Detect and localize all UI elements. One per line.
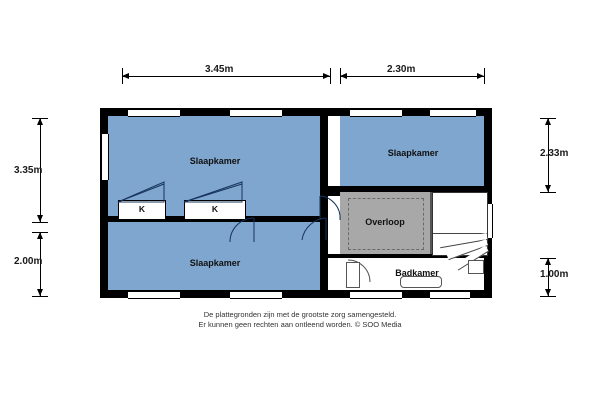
bathroom-fixture-toilet xyxy=(346,262,360,288)
dim-label-left-upper: 3.35m xyxy=(14,165,43,176)
dim-arrow-top-right-end xyxy=(477,73,484,79)
dim-arrow-left-lower-end xyxy=(37,289,43,296)
window-top-4 xyxy=(430,109,476,117)
dim-arrow-left-upper-start xyxy=(37,118,43,125)
room-fill-bedroom-bottom xyxy=(108,220,320,290)
dim-arrow-top-right-start xyxy=(340,73,347,79)
dim-tick-right-4 xyxy=(540,296,556,297)
window-bottom-2 xyxy=(230,291,282,299)
dim-label-top-right: 2.30m xyxy=(387,64,416,75)
window-top-2 xyxy=(230,109,282,117)
closet-left-label: K xyxy=(138,204,146,214)
dim-tick-top-4 xyxy=(484,68,485,84)
dim-arrow-right-upper-start xyxy=(545,118,551,125)
window-bottom-4 xyxy=(430,291,470,299)
dim-tick-top-2 xyxy=(330,68,331,84)
dim-tick-right-2 xyxy=(540,192,556,193)
disclaimer-line-1: De plattegronden zijn met de grootste zorg samengesteld. xyxy=(203,310,397,319)
dim-arrow-left-upper-end xyxy=(37,215,43,222)
room-label-bedroom-top-right: Slaapkamer xyxy=(387,148,439,158)
dim-label-right-lower: 1.00m xyxy=(540,269,569,280)
dim-arrow-top-left-end xyxy=(323,73,330,79)
floorplan-drawing xyxy=(100,108,500,298)
dim-label-left-lower: 2.00m xyxy=(14,256,43,267)
window-bottom-1 xyxy=(128,291,180,299)
dim-tick-left-4 xyxy=(32,296,48,297)
dim-label-right-upper: 2.33m xyxy=(540,148,569,159)
dim-arrow-top-left-start xyxy=(122,73,129,79)
dim-arrow-right-lower-end xyxy=(545,289,551,296)
window-left-1 xyxy=(101,134,109,180)
dim-line-top-right xyxy=(340,76,484,77)
window-top-3 xyxy=(350,109,402,117)
dim-arrow-right-lower-start xyxy=(545,258,551,265)
dim-arrow-right-upper-end xyxy=(545,185,551,192)
dim-line-top-left xyxy=(122,76,330,77)
disclaimer-line-2: Er kunnen geen rechten aan ontleend worden. © SOO Media xyxy=(198,320,402,329)
door-swing-landing-entry xyxy=(316,194,342,224)
disclaimer xyxy=(0,310,600,330)
door-swing-closet-left xyxy=(116,180,166,204)
dim-tick-left-2 xyxy=(32,222,48,223)
room-label-landing: Overloop xyxy=(365,217,405,227)
dim-label-top-left: 3.45m xyxy=(205,64,234,75)
door-swing-closet-right xyxy=(182,180,244,204)
room-label-bathroom: Badkamer xyxy=(395,268,439,278)
door-swing-bedroom-bottom xyxy=(228,216,256,244)
staircase xyxy=(432,192,488,256)
closet-right-label: K xyxy=(211,204,219,214)
window-bottom-3 xyxy=(350,291,402,299)
dim-arrow-left-lower-start xyxy=(37,232,43,239)
room-label-bedroom-bottom: Slaapkamer xyxy=(189,258,241,268)
room-label-bedroom-top-left: Slaapkamer xyxy=(189,156,241,166)
window-top-1 xyxy=(128,109,180,117)
